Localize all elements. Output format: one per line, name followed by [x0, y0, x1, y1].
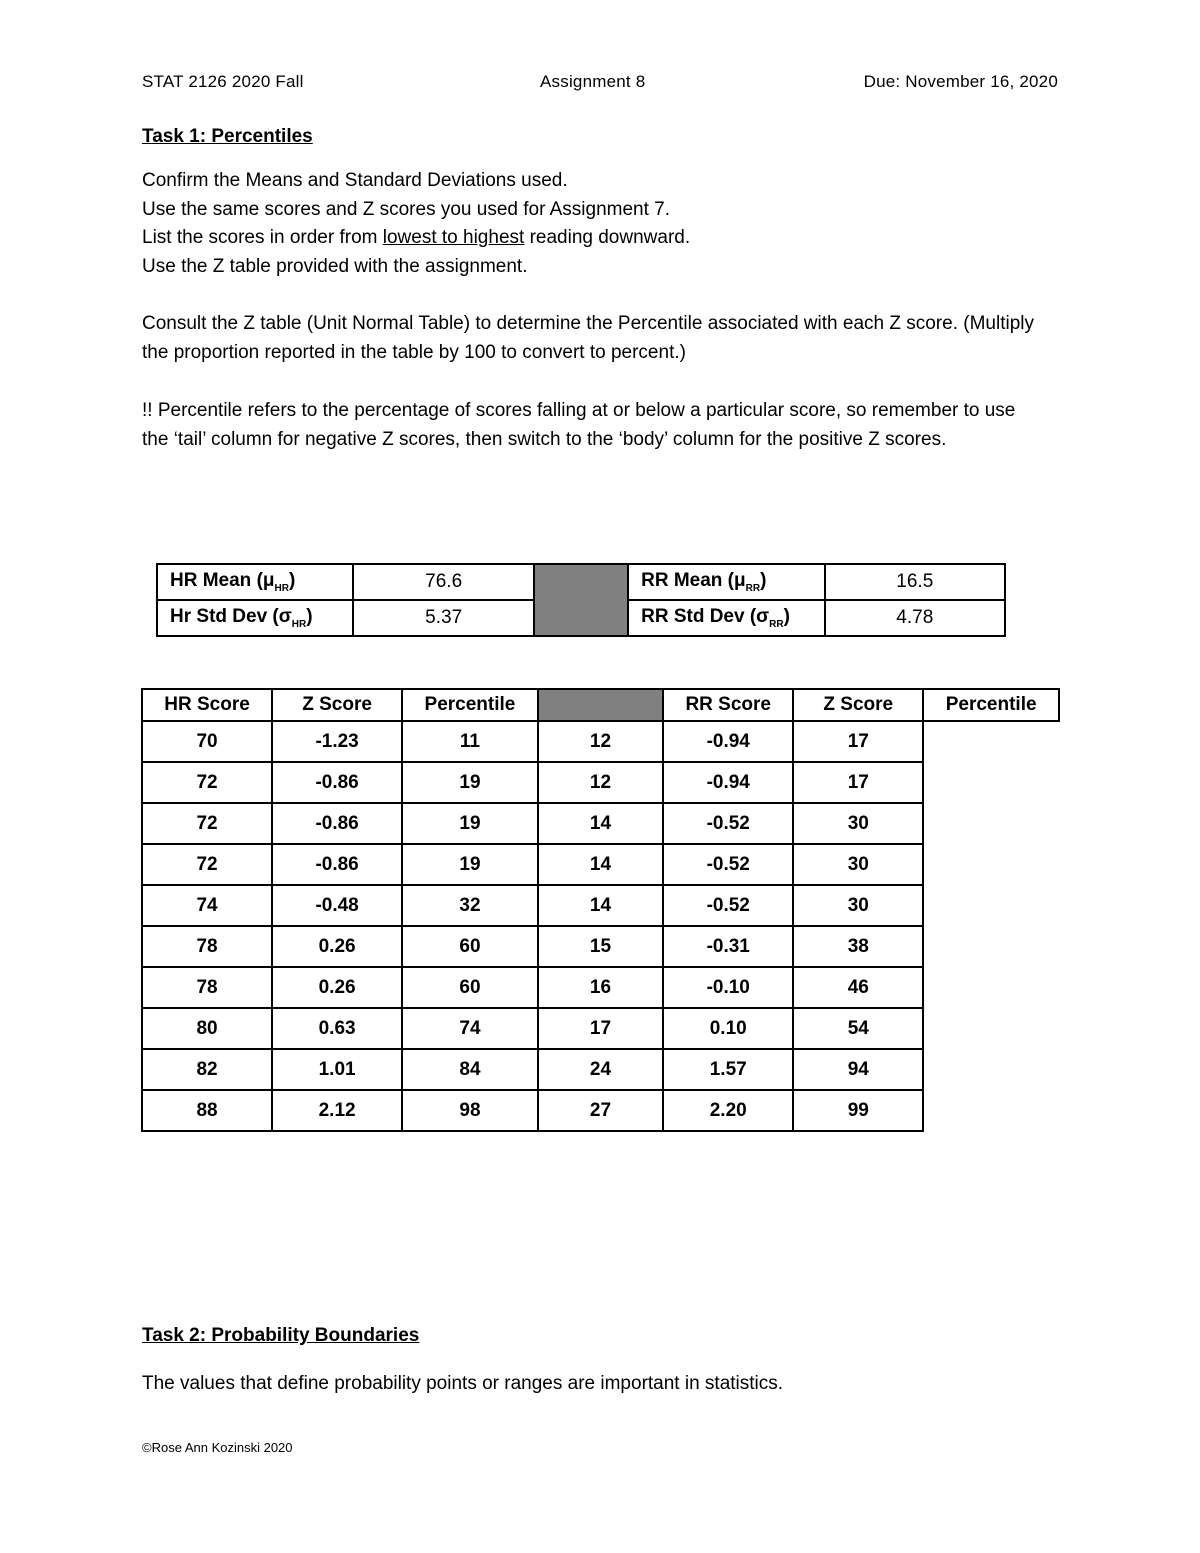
rr-percentile-cell: 17: [793, 721, 923, 762]
hr-percentile-cell: 74: [402, 1008, 538, 1049]
hr-percentile-cell: 32: [402, 885, 538, 926]
hr-score-cell: 72: [142, 803, 272, 844]
instruction-line-2: Use the same scores and Z scores you used for Assignment 7.: [142, 198, 671, 220]
table-row: [142, 1090, 1059, 1131]
rr-percentile-cell: 30: [793, 844, 923, 885]
hr-sd-label: Hr Std Dev $(\sigma_{HR})$: [157, 600, 353, 636]
rr-percentile-cell: 99: [793, 1090, 923, 1131]
hr-score-cell: 72: [142, 844, 272, 885]
rr-sd-value: 4.78: [825, 600, 1005, 636]
hr-score-cell: 88: [142, 1090, 272, 1131]
task1-title: Task 1: Percentiles: [142, 126, 313, 147]
table-row: [142, 762, 1059, 803]
hr-score-cell: 72: [142, 762, 272, 803]
instruction-line-1: Confirm the Means and Standard Deviations used.: [142, 170, 568, 191]
table-row: [142, 926, 1059, 967]
rr-percentile-cell: 30: [793, 885, 923, 926]
consult-text: Consult the Z table (Unit Normal Table) to determine the Percentile associated with each Z score. (Multiply the proportion reported in the table by 100 to convert to percent.): [142, 313, 1034, 363]
table-row: [142, 1008, 1059, 1049]
header-due-date: Due: November 16, 2020: [863, 72, 1058, 91]
rr-score-cell: 15: [538, 926, 663, 967]
hr-percentile-cell: 84: [402, 1049, 538, 1090]
hr-mean-value: 76.6: [353, 564, 533, 600]
hr-percentile-cell: 60: [402, 926, 538, 967]
hr-score-cell: 82: [142, 1049, 272, 1090]
instruction-line-3: [142, 224, 1042, 253]
hr-z-cell: 0.26: [272, 967, 402, 1008]
rr-score-cell: 14: [538, 803, 663, 844]
col-rr-score: RR Score: [663, 689, 793, 721]
hr-score-cell: 78: [142, 926, 272, 967]
task2-text: The values that define probability points or ranges are important in statistics.: [142, 1373, 784, 1394]
rr-score-cell: 17: [538, 1008, 663, 1049]
rr-score-cell: 27: [538, 1090, 663, 1131]
rr-mean-value: 16.5: [825, 564, 1005, 600]
rr-score-cell: 14: [538, 844, 663, 885]
hr-percentile-cell: 19: [402, 762, 538, 803]
hr-score-cell: 80: [142, 1008, 272, 1049]
rr-score-cell: 12: [538, 721, 663, 762]
col-rr-z: Z Score: [793, 689, 923, 721]
rr-percentile-cell: 54: [793, 1008, 923, 1049]
hr-z-cell: -0.86: [272, 844, 402, 885]
hr-z-cell: -0.86: [272, 762, 402, 803]
rr-z-cell: 2.20: [663, 1090, 793, 1131]
task1-note-paragraph: [142, 397, 1042, 454]
hr-percentile-cell: 98: [402, 1090, 538, 1131]
rr-z-cell: -0.52: [663, 844, 793, 885]
percentile-table: [141, 688, 1060, 1132]
col-hr-score: HR Score: [142, 689, 272, 721]
hr-percentile-cell: 19: [402, 844, 538, 885]
hr-z-cell: 0.63: [272, 1008, 402, 1049]
rr-z-cell: -0.31: [663, 926, 793, 967]
col-hr-z: Z Score: [272, 689, 402, 721]
table-row: [142, 1049, 1059, 1090]
hr-z-cell: -0.86: [272, 803, 402, 844]
rr-percentile-cell: 46: [793, 967, 923, 1008]
note-text: !! Percentile refers to the percentage of scores falling at or below a particular score, so remember to use the ‘tail’ column for negative Z scores, then switch to the ‘body’ column for the positive Z scores.: [142, 400, 1016, 450]
rr-sd-label: RR Std Dev $(\sigma_{RR})$: [628, 600, 824, 636]
hr-z-cell: 1.01: [272, 1049, 402, 1090]
rr-z-cell: -0.52: [663, 803, 793, 844]
instruction-line-3-a: List the scores in order from: [142, 227, 383, 249]
instruction-emphasis: lowest to highest: [382, 227, 525, 249]
table-row: [142, 885, 1059, 926]
task1-consult-paragraph: [142, 310, 1042, 367]
hr-mean-label: HR Mean $(\mu_{HR})$: [157, 564, 353, 600]
hr-percentile-cell: 19: [402, 803, 538, 844]
rr-percentile-cell: 38: [793, 926, 923, 967]
col-hr-percentile: Percentile: [402, 689, 538, 721]
task2-title: Task 2: Probability Boundaries: [142, 1325, 420, 1346]
hr-z-cell: -1.23: [272, 721, 402, 762]
hr-percentile-cell: 60: [402, 967, 538, 1008]
hr-score-cell: 78: [142, 967, 272, 1008]
hr-score-cell: 74: [142, 885, 272, 926]
rr-z-cell: -0.52: [663, 885, 793, 926]
mean-sd-table: [156, 563, 1006, 637]
hr-z-cell: 2.12: [272, 1090, 402, 1131]
rr-score-cell: 24: [538, 1049, 663, 1090]
rr-percentile-cell: 17: [793, 762, 923, 803]
task1-instructions: [142, 167, 1042, 282]
hr-percentile-cell: 11: [402, 721, 538, 762]
rr-z-cell: -0.94: [663, 762, 793, 803]
rr-percentile-cell: 30: [793, 803, 923, 844]
header-course: STAT 2126 2020 Fall: [142, 72, 304, 91]
rr-z-cell: 0.10: [663, 1008, 793, 1049]
col-rr-percentile: Percentile: [923, 689, 1059, 721]
instruction-line-4: Use the Z table provided with the assignment.: [142, 256, 528, 278]
rr-z-cell: -0.10: [663, 967, 793, 1008]
hr-z-cell: 0.26: [272, 926, 402, 967]
table-row: [142, 967, 1059, 1008]
rr-score-cell: 12: [538, 762, 663, 803]
table-row: [142, 844, 1059, 885]
stats-row-mean: [157, 564, 1005, 600]
hr-sd-value: 5.37: [353, 600, 533, 636]
rr-z-cell: -0.94: [663, 721, 793, 762]
copyright-footer: ©Rose Ann Kozinski 2020: [142, 1440, 293, 1455]
table-row: [142, 803, 1059, 844]
instruction-line-3-b: reading downward.: [524, 227, 691, 249]
rr-score-cell: 16: [538, 967, 663, 1008]
percentile-table-body: [142, 721, 1059, 1131]
hr-z-cell: -0.48: [272, 885, 402, 926]
table-header-row: [142, 689, 1059, 721]
hr-score-cell: 70: [142, 721, 272, 762]
rr-mean-label: RR Mean $(\mu_{RR})$: [628, 564, 824, 600]
header-assignment: Assignment 8: [540, 72, 646, 91]
rr-score-cell: 14: [538, 885, 663, 926]
rr-percentile-cell: 94: [793, 1049, 923, 1090]
stats-divider: [534, 564, 628, 636]
table-divider: [538, 689, 663, 721]
table-row: [142, 721, 1059, 762]
rr-z-cell: 1.57: [663, 1049, 793, 1090]
